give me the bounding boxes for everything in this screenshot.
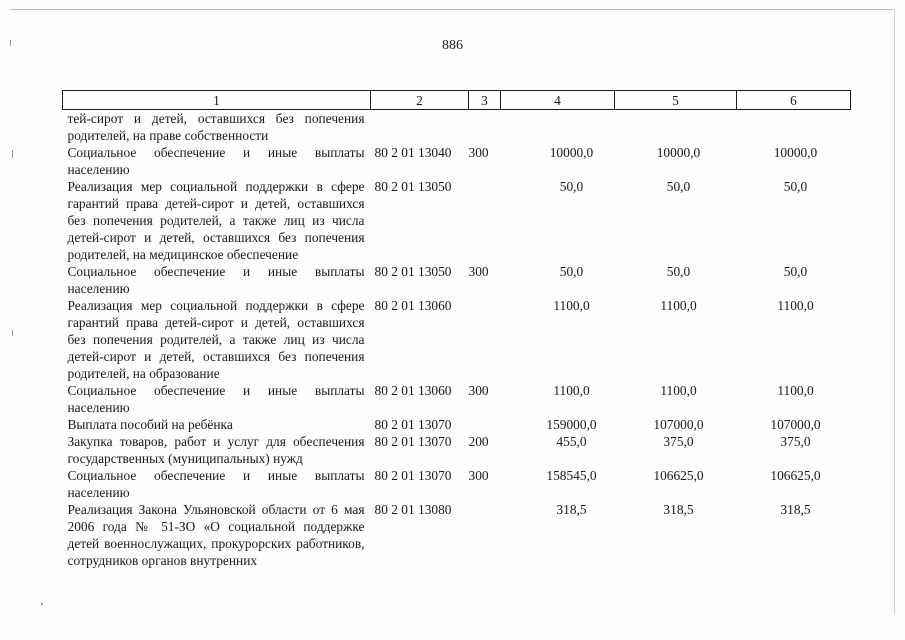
amount-year-3: 1100,0 [777,298,814,313]
target-article-code: 80 2 01 13050 [374,264,452,279]
column-header: 5 [615,91,737,110]
column-header: 3 [469,91,501,110]
table-row [63,501,851,569]
expense-type-code: 300 [468,145,489,160]
table-row [63,110,851,145]
amount-year-3: 106625,0 [770,468,821,483]
column-header: 1 [63,91,371,110]
target-article-code [371,110,469,145]
expense-type-code [469,178,501,263]
table-row [63,178,851,263]
column-header: 4 [501,91,615,110]
item-name: Закупка товаров, работ и услуг для обеспечения государственных (муниципальных) нужд [67,434,365,466]
page-number: 886 [442,38,463,53]
item-name: Реализация Закона Ульяновской области от 6 мая 2006 года № 51-ЗО «О социальной поддержке детей военнослужащих, прокурорских работников, сотрудников органов внутренних [67,502,365,568]
amount-year-2: 50,0 [666,264,691,279]
item-name: Реализация мер социальной поддержки в сфере гарантий права детей-сирот и детей, оставшихся без попечения родителей, а также лиц из числа детей-сирот и детей, оставшихся без попечения родителей, на медицинское обеспечение [67,179,365,262]
amount-year-3 [737,110,851,145]
amount-year-1: 318,5 [556,502,587,517]
expense-type-code [469,110,501,145]
item-name: Выплата пособий на ребёнка [67,417,233,432]
amount-year-1: 10000,0 [549,145,594,160]
item-name: Реализация мер социальной поддержки в сфере гарантий права детей-сирот и детей, оставшихся без попечения родителей, а также лиц из числа детей-сирот и детей, оставшихся без попечения родителей, на образование [67,298,365,381]
target-article-code: 80 2 01 13060 [374,298,452,313]
amount-year-1 [501,110,615,145]
amount-year-2: 50,0 [666,179,691,194]
expense-type-code: 300 [468,383,489,398]
amount-year-2: 318,5 [663,502,694,517]
scan-speck [12,150,13,158]
amount-year-1: 50,0 [559,264,584,279]
amount-year-1: 158545,0 [546,468,597,483]
amount-year-1: 1100,0 [553,383,590,398]
table-row [63,433,851,467]
table-row [63,297,851,382]
amount-year-3: 10000,0 [773,145,818,160]
expense-type-code: 300 [468,264,489,279]
amount-year-3: 1100,0 [777,383,814,398]
item-name: тей-сирот и детей, оставшихся без попечения родителей, на праве собственности [67,111,365,143]
item-name: Социальное обеспечение и иные выплаты населению [67,264,365,296]
target-article-code: 80 2 01 13040 [374,145,452,160]
amount-year-2: 375,0 [663,434,694,449]
scan-edge-top [10,9,895,10]
amount-year-1: 50,0 [559,179,584,194]
amount-year-3: 107000,0 [770,417,821,432]
amount-year-2 [615,110,737,145]
column-header: 6 [737,91,851,110]
expense-type-code: 200 [468,434,489,449]
amount-year-2: 106625,0 [653,468,704,483]
table-row [63,416,851,433]
target-article-code: 80 2 01 13070 [374,434,452,449]
amount-year-3: 375,0 [780,434,811,449]
target-article-code: 80 2 01 13050 [374,179,452,194]
scan-edge-right [894,9,895,615]
amount-year-2: 10000,0 [656,145,701,160]
table-row [63,144,851,178]
budget-table [62,90,851,569]
target-article-code: 80 2 01 13070 [374,417,452,432]
amount-year-2: 107000,0 [653,417,704,432]
item-name: Социальное обеспечение и иные выплаты населению [67,468,365,500]
amount-year-1: 159000,0 [546,417,597,432]
amount-year-3: 50,0 [783,264,808,279]
expense-type-code: 300 [468,468,489,483]
amount-year-1: 1100,0 [553,298,590,313]
table-row [63,382,851,416]
column-header: 2 [371,91,469,110]
expense-type-code [469,416,501,433]
item-name: Социальное обеспечение и иные выплаты населению [67,145,365,177]
target-article-code: 80 2 01 13080 [374,502,452,517]
target-article-code: 80 2 01 13060 [374,383,452,398]
table-row [63,263,851,297]
target-article-code: 80 2 01 13070 [374,468,452,483]
expense-type-code [469,297,501,382]
scan-speck [12,330,13,336]
amount-year-3: 50,0 [783,179,808,194]
amount-year-1: 455,0 [556,434,587,449]
scan-speck [41,603,43,605]
expense-type-code [469,501,501,569]
header-row [63,91,851,110]
amount-year-2: 1100,0 [660,298,697,313]
table-row [63,467,851,501]
amount-year-3: 318,5 [780,502,811,517]
amount-year-2: 1100,0 [660,383,697,398]
item-name: Социальное обеспечение и иные выплаты населению [67,383,365,415]
